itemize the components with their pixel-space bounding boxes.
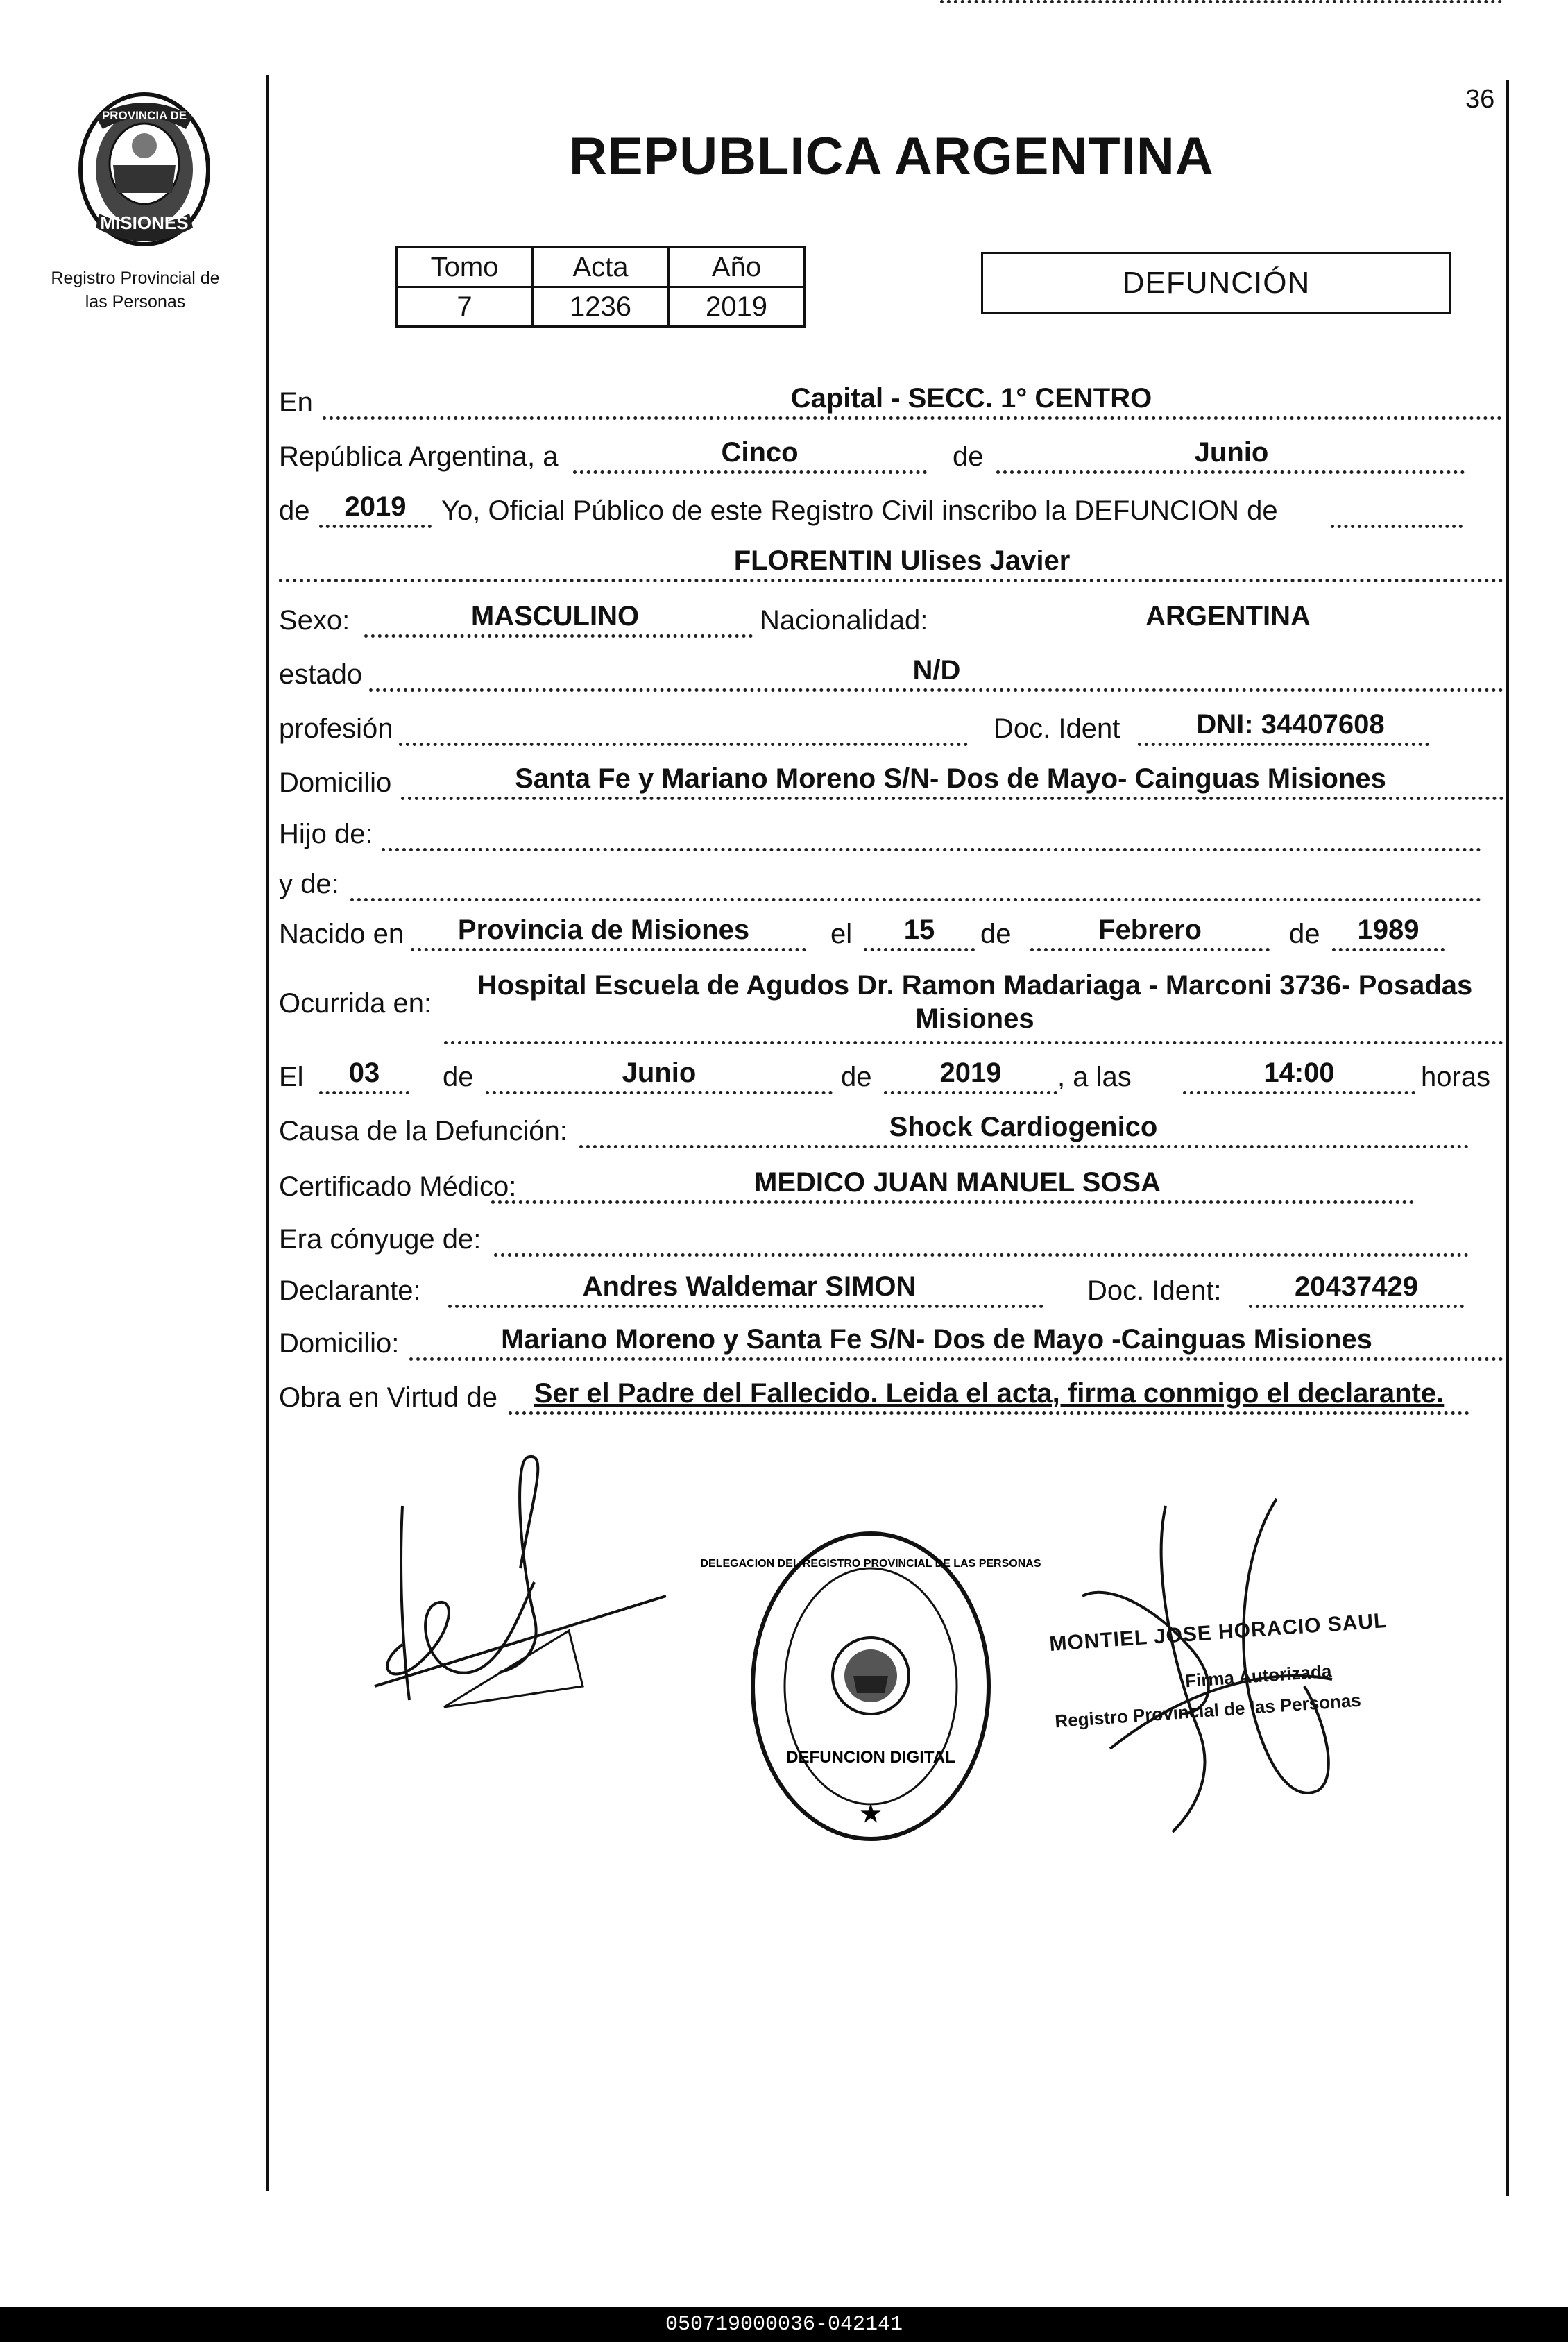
label-declarante-doc: Doc. Ident: <box>1087 1275 1222 1306</box>
dots-declarante <box>448 1305 1043 1308</box>
label-sexo: Sexo: <box>279 605 350 636</box>
dots-domicilio <box>401 797 1504 800</box>
label-nacionalidad: Nacionalidad: <box>760 605 928 636</box>
dots-nacionalidad <box>940 0 1502 3</box>
value-domicilio-declarante: Mariano Moreno y Santa Fe S/N- Dos de Mayo -Cainguas Misiones <box>501 1324 1372 1355</box>
dots-dia-registro <box>573 470 927 474</box>
value-def-hora: 14:00 <box>1263 1058 1335 1088</box>
dots-nac-mes <box>1030 948 1270 951</box>
dots-ocurrida <box>444 1041 1503 1044</box>
dots-hijo-de <box>382 848 1481 851</box>
book-table <box>395 246 806 328</box>
value-lugar: Capital - SECC. 1° CENTRO <box>790 383 1152 414</box>
value-anio-registro: 2019 <box>344 491 407 522</box>
dots-obra <box>509 1411 1469 1415</box>
label-de-def-mes: de <box>443 1062 474 1092</box>
value-estado: N/D <box>912 655 961 686</box>
registry-caption <box>35 266 236 314</box>
book-table-value-row <box>397 287 805 327</box>
label-de-nac-anio: de <box>1289 919 1320 949</box>
stamp-inner-text: DEFUNCION DIGITAL <box>786 1748 955 1767</box>
value-causa: Shock Cardiogenico <box>889 1112 1158 1142</box>
dots-anio-registro <box>319 525 432 528</box>
label-de-anio: de <box>279 495 310 526</box>
label-causa: Causa de la Defunción: <box>279 1116 568 1146</box>
label-profesion: profesión <box>279 713 393 744</box>
dots-declarante-doc <box>1249 1305 1464 1308</box>
value-nac-anio: 1989 <box>1357 915 1420 945</box>
value-declarante-doc: 20437429 <box>1295 1271 1418 1302</box>
label-el-def: El <box>279 1062 304 1092</box>
dots-def-dia <box>319 1091 409 1094</box>
dots-sexo <box>364 634 753 638</box>
registry-caption-line1: Registro Provincial de <box>51 269 220 288</box>
label-horas: horas <box>1421 1062 1491 1092</box>
dots-profesion <box>399 743 968 746</box>
value-nac-dia: 15 <box>903 915 935 945</box>
label-era-conyuge: Era cónyuge de: <box>279 1224 482 1255</box>
label-nacido-en: Nacido en <box>279 919 404 949</box>
label-domicilio-declarante: Domicilio: <box>279 1328 400 1359</box>
dots-nombre <box>279 579 1503 582</box>
label-el-nac: el <box>830 919 853 949</box>
dots-y-de <box>350 898 1481 901</box>
book-table-value-tomo: 7 <box>397 287 533 327</box>
page-title: REPUBLICA ARGENTINA <box>569 127 1214 186</box>
label-yo-oficial: Yo, Oficial Público de este Registro Civil inscribo la DEFUNCION de <box>441 495 1278 526</box>
label-estado: estado <box>279 659 363 690</box>
value-def-anio: 2019 <box>939 1058 1002 1088</box>
province-seal <box>75 89 214 250</box>
dots-def-hora <box>1183 1091 1415 1094</box>
value-nacido-en: Provincia de Misiones <box>457 915 750 945</box>
value-nacionalidad: ARGENTINA <box>1145 601 1311 631</box>
record-type-box: DEFUNCIÓN <box>981 252 1451 314</box>
dots-estado <box>369 688 1503 692</box>
left-margin-line <box>266 75 269 2191</box>
right-margin-line <box>1506 80 1509 2196</box>
label-de-def-anio: de <box>841 1062 872 1092</box>
value-ocurrida-linea2: Misiones <box>915 1003 1034 1034</box>
dots-dni <box>1138 743 1429 746</box>
stamp-ring-text: DELEGACION DEL REGISTRO PROVINCIAL DE LAS PERSONAS <box>700 1558 1041 1570</box>
dots-en <box>323 416 1502 420</box>
seal-bottom-text: MISIONES <box>100 212 189 233</box>
label-obra: Obra en Virtud de <box>279 1382 498 1413</box>
value-def-mes: Junio <box>622 1058 697 1088</box>
label-de-nac-mes: de <box>980 919 1012 949</box>
label-doc-ident: Doc. Ident <box>994 713 1120 744</box>
page-number: 36 <box>1465 85 1495 114</box>
label-en: En <box>279 387 313 418</box>
footer-barcode-text: 050719000036-042141 <box>0 2307 1568 2342</box>
label-a-las: , a las <box>1057 1062 1132 1092</box>
dots-nac-dia <box>864 948 975 951</box>
registry-caption-line2: las Personas <box>85 292 186 312</box>
value-dia-registro: Cinco <box>721 437 799 468</box>
label-hijo-de: Hijo de: <box>279 819 373 849</box>
book-table-header-tomo: Tomo <box>397 248 533 287</box>
dots-mes-registro <box>996 470 1465 474</box>
label-certificado: Certificado Médico: <box>279 1171 517 1202</box>
value-certificado: MEDICO JUAN MANUEL SOSA <box>754 1167 1161 1198</box>
value-def-dia: 03 <box>348 1058 380 1088</box>
book-table-value-anio: 2019 <box>669 287 805 327</box>
label-y-de: y de: <box>279 869 339 899</box>
value-nombre: FLORENTIN Ulises Javier <box>733 545 1071 576</box>
label-republica: República Argentina, a <box>279 441 559 472</box>
value-dni: DNI: 34407608 <box>1196 709 1385 740</box>
value-sexo: MASCULINO <box>470 601 640 631</box>
registry-stamp <box>700 1527 1041 1846</box>
declarant-signature <box>361 1436 680 1756</box>
label-domicilio: Domicilio <box>279 767 392 798</box>
dots-era-conyuge <box>494 1253 1469 1257</box>
label-ocurrida-en: Ocurrida en: <box>279 988 432 1019</box>
dots-nacido-en <box>411 948 806 951</box>
dots-def-mes <box>486 1091 833 1094</box>
value-domicilio: Santa Fe y Mariano Moreno S/N- Dos de Mayo- Cainguas Misiones <box>515 763 1386 794</box>
seal-top-text: PROVINCIA DE <box>101 109 187 122</box>
dots-nac-anio <box>1332 948 1445 951</box>
value-nac-mes: Febrero <box>1098 915 1202 945</box>
book-table-value-acta: 1236 <box>533 287 669 327</box>
official-office: Registro Provincial de las Personas <box>1054 1689 1362 1732</box>
dots-causa <box>579 1145 1469 1148</box>
label-declarante: Declarante: <box>279 1275 421 1306</box>
stamp-star-icon: ★ <box>860 1801 882 1827</box>
label-de-mes: de <box>953 441 984 472</box>
book-table-header-row <box>397 248 805 287</box>
value-declarante: Andres Waldemar SIMON <box>582 1271 917 1302</box>
official-name: MONTIEL JOSE HORACIO SAUL <box>1048 1609 1388 1656</box>
value-obra: Ser el Padre del Fallecido. Leida el acta, firma conmigo el declarante. <box>534 1378 1445 1409</box>
dots-certificado <box>491 1200 1414 1204</box>
book-table-header-acta: Acta <box>533 248 669 287</box>
dots-domicilio-declarante <box>409 1357 1503 1361</box>
value-ocurrida-linea1: Hospital Escuela de Agudos Dr. Ramon Madariaga - Marconi 3736- Posadas <box>477 970 1473 1001</box>
dots-def-anio <box>884 1091 1057 1094</box>
official-role: Firma Autorizada <box>1184 1660 1333 1692</box>
dots-defuncion-de <box>1331 525 1463 528</box>
value-mes-registro: Junio <box>1194 437 1269 468</box>
book-table-header-anio: Año <box>669 248 805 287</box>
